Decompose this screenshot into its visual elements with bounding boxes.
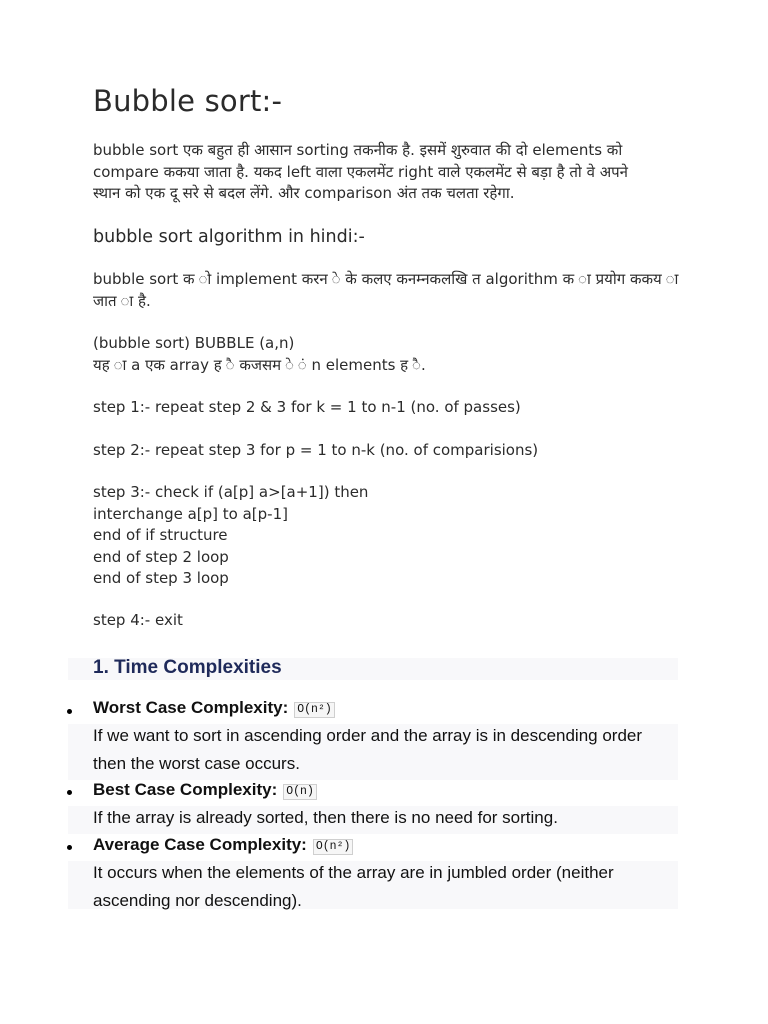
average-case-desc-line: It occurs when the elements of the array are in jumbled order (neither: [93, 863, 614, 882]
step-2: step 2:- repeat step 3 for p = 1 to n-k (no. of comparisions): [93, 441, 539, 459]
average-case-description: [93, 859, 614, 914]
step-3-line: end of step 2 loop: [93, 547, 229, 566]
best-case-desc-line: If the array is already sorted, then there is no need for sorting.: [93, 808, 558, 827]
average-case-code: O(n²): [313, 839, 354, 855]
intro-line-2: compare ककया जाता है. यकद left वाला एकलमेंट right वाले एकलमेंट से बड़ा है तो वे अपने: [93, 162, 629, 181]
step-3-line: interchange a[p] to a[p-1]: [93, 504, 288, 523]
implement-line-2: जात ा है.: [93, 291, 151, 310]
step-4: step 4:- exit: [93, 611, 183, 629]
best-case-code: O(n): [283, 784, 317, 800]
best-case-description: [93, 804, 558, 832]
worst-case-desc-line: then the worst case occurs.: [93, 753, 300, 773]
worst-case-item: [93, 698, 335, 718]
average-case-desc-line: ascending nor descending).: [93, 890, 302, 910]
step-3-line: end of if structure: [93, 526, 228, 544]
step-3-line: end of step 3 loop: [93, 569, 229, 587]
average-case-label: Average Case Complexity:: [93, 835, 307, 854]
bubble-description: यह ा a एक array ह ै कजसम े ं n elements ह ै.: [93, 355, 426, 374]
time-complexities-heading: 1. Time Complexities: [93, 657, 282, 678]
average-case-item: [93, 835, 353, 855]
intro-line-1: bubble sort एक बहुत ही आसान sorting तकनीक है. इसमें शुरुवात की दो elements को: [93, 141, 623, 159]
algorithm-heading: bubble sort algorithm in hindi:-: [93, 227, 365, 247]
implement-paragraph: [93, 269, 678, 312]
best-case-label: Best Case Complexity:: [93, 780, 278, 799]
bullet-best: [67, 790, 72, 795]
step-3-line: step 3:- check if (a[p] a>[a+1]) then: [93, 483, 369, 501]
step-1: step 1:- repeat step 2 & 3 for k = 1 to n-1 (no. of passes): [93, 398, 521, 416]
page-title: Bubble sort:-: [93, 84, 283, 118]
bubble-signature: (bubble sort) BUBBLE (a,n): [93, 334, 295, 352]
worst-case-code: O(n²): [294, 702, 335, 718]
bubble-definition: [93, 333, 426, 376]
bullet-worst: [67, 709, 72, 714]
bullet-average: [67, 845, 72, 850]
worst-case-description: [93, 722, 642, 777]
intro-paragraph: [93, 140, 628, 205]
intro-line-3: स्थान को एक दू सरे से बदल लेंगे. और comparison अंत तक चलता रहेगा.: [93, 184, 515, 202]
implement-line-1: bubble sort क ो implement करन े के कलए कनम्नकलखि त algorithm क ा प्रयोग ककय ा: [93, 270, 679, 288]
worst-case-label: Worst Case Complexity:: [93, 698, 289, 717]
best-case-item: [93, 780, 317, 800]
step-3-block: [93, 482, 368, 590]
worst-case-desc-line: If we want to sort in ascending order and the array is in descending order: [93, 726, 643, 745]
